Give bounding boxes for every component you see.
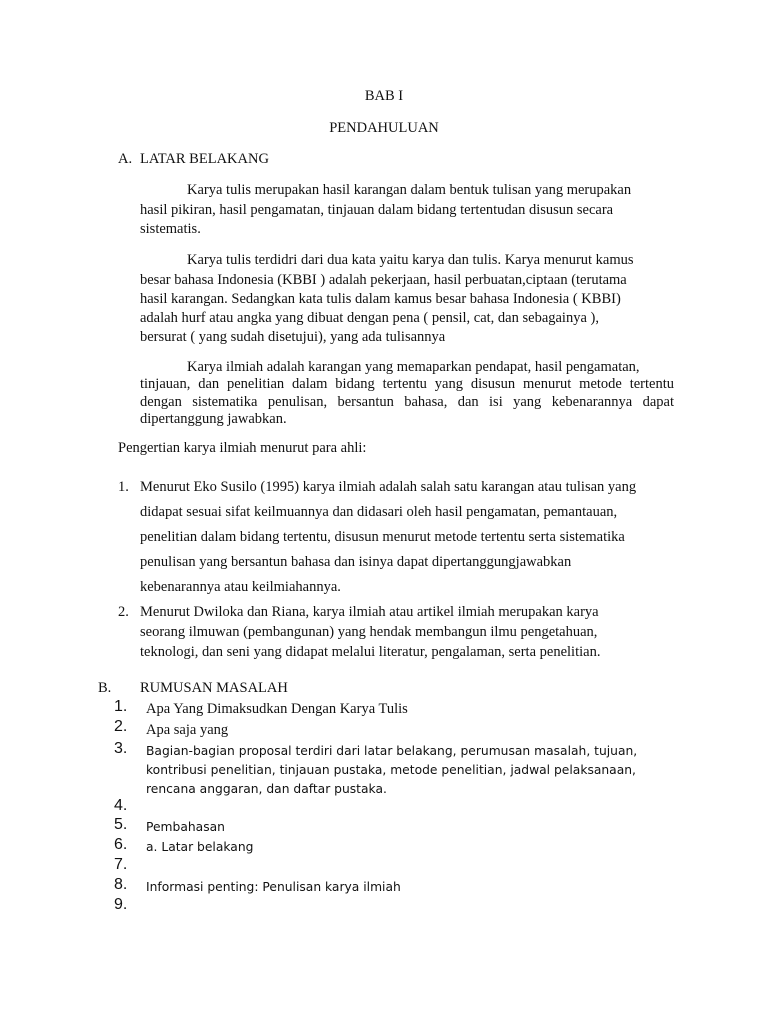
paragraph-line: hasil pikiran, hasil pengamatan, tinjauan dalam bidang tertentudan disusun secara: [140, 202, 614, 218]
list-line: penelitian dalam bidang tertentu, disusun menurut metode tertentu serta sistematika: [140, 529, 625, 545]
list-line: kebenarannya atau keilmiahannya.: [140, 579, 341, 595]
paragraph-line: sistematis.: [140, 221, 201, 237]
list-number: 4.: [114, 797, 128, 814]
list-line: teknologi, dan seni yang didapat melalui literatur, pengalaman, serta penelitian.: [140, 644, 601, 660]
list-number: 1.: [118, 479, 129, 495]
list-number: 7.: [114, 856, 128, 873]
list-number: 2.: [114, 718, 128, 735]
paragraph-line: Karya tulis terdidri dari dua kata yaitu karya dan tulis. Karya menurut kamus: [187, 252, 634, 268]
list-line: Menurut Eko Susilo (1995) karya ilmiah adalah salah satu karangan atau tulisan yang: [140, 479, 637, 495]
list-line: penulisan yang bersantun bahasa dan isinya dapat dipertanggungjawabkan: [140, 554, 572, 570]
chapter-title: PENDAHULUAN: [329, 120, 439, 136]
list-number: 2.: [118, 604, 129, 620]
list-number: 1.: [114, 698, 128, 715]
list-line: rencana anggaran, dan daftar pustaka.: [146, 782, 387, 796]
paragraph-line: Karya ilmiah adalah karangan yang memaparkan pendapat, hasil pengamatan,: [187, 359, 640, 375]
list-line: kontribusi penelitian, tinjauan pustaka, metode penelitian, jadwal pelaksanaan,: [146, 763, 636, 777]
chapter-label: BAB I: [364, 88, 404, 104]
section-b-heading: RUMUSAN MASALAH: [140, 680, 288, 696]
experts-intro: Pengertian karya ilmiah menurut para ahli:: [118, 440, 367, 456]
list-line: a. Latar belakang: [146, 840, 254, 854]
list-line: didapat sesuai sifat keilmuannya dan didasari oleh hasil pengamatan, pemantauan,: [140, 504, 618, 520]
list-line: Bagian-bagian proposal terdiri dari latar belakang, perumusan masalah, tujuan,: [146, 744, 638, 758]
paragraph-line: besar bahasa Indonesia (KBBI ) adalah pekerjaan, hasil perbuatan,ciptaan (terutama: [140, 272, 627, 288]
list-line: seorang ilmuwan (pembangunan) yang hendak membangun ilmu pengetahuan,: [140, 624, 598, 640]
paragraph-line: Karya tulis merupakan hasil karangan dalam bentuk tulisan yang merupakan: [187, 182, 632, 198]
list-line: Informasi penting: Penulisan karya ilmiah: [146, 880, 401, 894]
list-number: 6.: [114, 836, 128, 853]
list-line: Apa saja yang: [146, 722, 229, 738]
section-b-marker: B.: [98, 680, 112, 696]
section-a-heading: LATAR BELAKANG: [140, 151, 269, 167]
paragraph-line: dengan sistematika penulisan, bersantun bahasa, dan isi yang kebenarannya dapat: [140, 394, 674, 410]
paragraph-line: tinjauan, dan penelitian dalam bidang tertentu yang disusun menurut metode tertentu: [140, 376, 674, 392]
paragraph-line: hasil karangan. Sedangkan kata tulis dalam kamus besar bahasa Indonesia ( KBBI): [140, 291, 621, 307]
list-number: 3.: [114, 740, 128, 757]
list-number: 9.: [114, 896, 128, 913]
list-line: Apa Yang Dimaksudkan Dengan Karya Tulis: [146, 701, 408, 717]
list-line: Pembahasan: [146, 820, 225, 834]
list-number: 8.: [114, 876, 128, 893]
paragraph-line: dipertanggung jawabkan.: [140, 411, 287, 427]
section-a-marker: A.: [118, 151, 133, 167]
paragraph-line: adalah hurf atau angka yang dibuat dengan pena ( pensil, cat, dan sebagainya ),: [140, 310, 599, 326]
list-number: 5.: [114, 816, 128, 833]
paragraph-line: bersurat ( yang sudah disetujui), yang ada tulisannya: [140, 329, 446, 345]
list-line: Menurut Dwiloka dan Riana, karya ilmiah atau artikel ilmiah merupakan karya: [140, 604, 599, 620]
